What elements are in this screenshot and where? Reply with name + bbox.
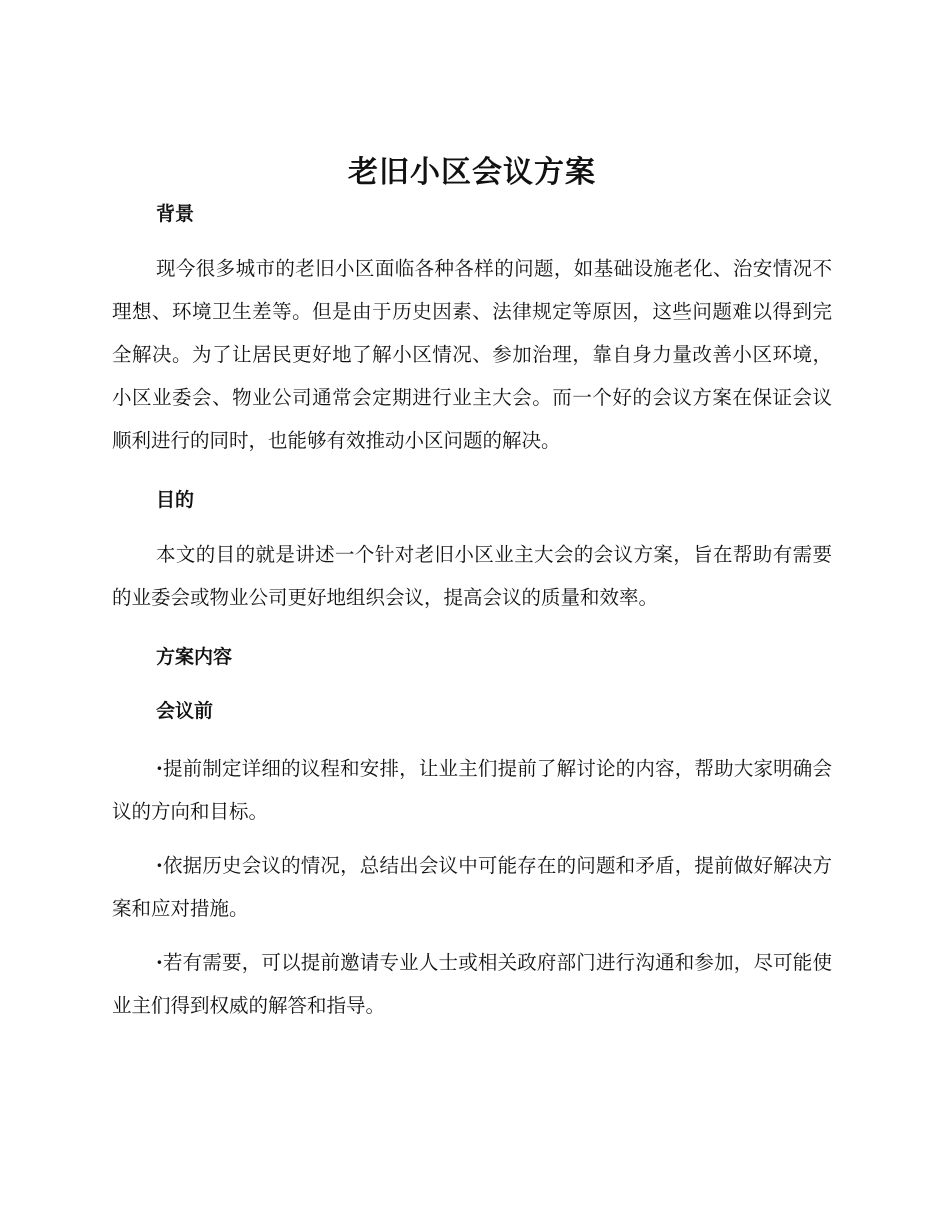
bullet-item-text: 依据历史会议的情况，总结出会议中可能存在的问题和矛盾，提前做好解决方案和应对措施。 bbox=[112, 854, 832, 920]
bullet-symbol: · bbox=[156, 854, 163, 877]
bullet-item bbox=[112, 941, 832, 1027]
section-heading-plan: 方案内容 bbox=[156, 646, 233, 668]
document-title: 老旧小区会议方案 bbox=[348, 155, 596, 190]
section-heading-before-meeting: 会议前 bbox=[156, 700, 214, 722]
background-paragraph: 现今很多城市的老旧小区面临各种各样的问题，如基础设施老化、治安情况不理想、环境卫生差等。但是由于历史因素、法律规定等原因，这些问题难以得到完全解决。为了让居民更好地了解小区情况、参加治理，靠自身力量改善小区环境，小区业委会、物业公司通常会定期进行业主大会。而一个好的会议方案在保证会议顺利进行的同时，也能够有效推动小区问题的解决。 bbox=[112, 257, 832, 452]
purpose-paragraph: 本文的目的就是讲述一个针对老旧小区业主大会的会议方案，旨在帮助有需要的业委会或物业公司更好地组织会议，提高会议的质量和效率。 bbox=[112, 543, 832, 609]
document-body bbox=[112, 150, 832, 1027]
bullet-symbol: · bbox=[156, 757, 163, 780]
bullet-item-text: 若有需要，可以提前邀请专业人士或相关政府部门进行沟通和参加，尽可能使业主们得到权威的解答和指导。 bbox=[112, 951, 832, 1017]
bullet-item bbox=[112, 844, 832, 930]
section-heading-background: 背景 bbox=[156, 203, 195, 225]
bullet-item bbox=[112, 747, 832, 833]
bullet-item-text: 提前制定详细的议程和安排，让业主们提前了解讨论的内容，帮助大家明确会议的方向和目标。 bbox=[112, 757, 832, 823]
bullet-symbol: · bbox=[156, 951, 163, 974]
section-heading-purpose: 目的 bbox=[156, 489, 195, 511]
